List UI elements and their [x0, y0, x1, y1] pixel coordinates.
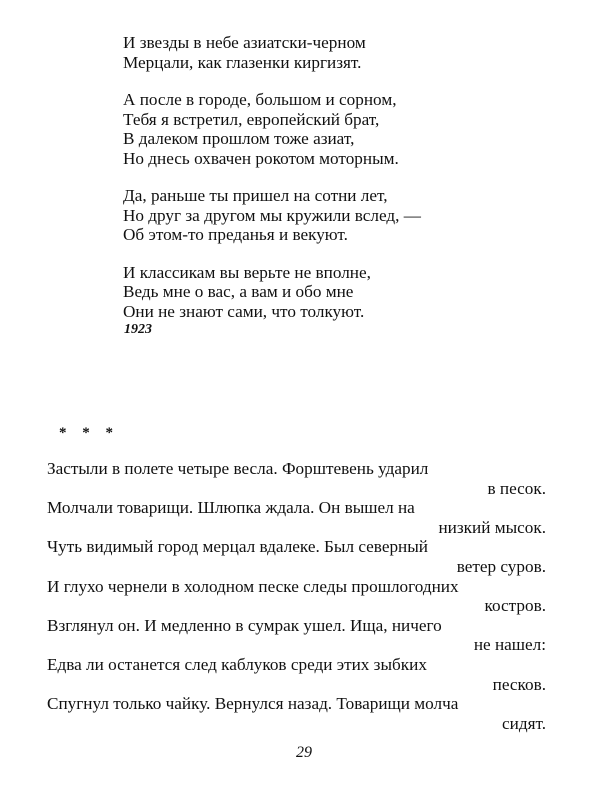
poem-new [47, 459, 559, 733]
poem-line: Взглянул он. И медленно в сумрак ушел. Ища, ничего [47, 615, 442, 635]
poem-line: Но днесь охвачен рокотом моторным. [123, 148, 399, 168]
poem-line: Но друг за другом мы кружили вслед, — [123, 205, 421, 225]
poem-line-continuation: ветер суров. [456, 556, 546, 576]
poem-line: Они не знают сами, что толкуют. [123, 301, 365, 321]
poem-line-continuation: костров. [484, 596, 546, 616]
poem-line-continuation: в песок. [487, 478, 546, 498]
poem-line: Спугнул только чайку. Вернулся назад. Товарищи молча [47, 694, 459, 714]
poem-line: Об этом-то преданья и векуют. [123, 225, 348, 244]
stanza [123, 263, 483, 322]
poem-line: Молчали товарищи. Шлюпка ждала. Он вышел на [47, 498, 415, 518]
poem-line: Мерцали, как глазенки киргизят. [123, 52, 362, 72]
poem-line: А после в городе, большом и сорном, [123, 90, 397, 109]
poem-line-continuation: не нашел: [473, 635, 546, 655]
poem-line: И звезды в небе азиатски-черном [123, 33, 366, 52]
poem-line: Ведь мне о вас, а вам и обо мне [123, 282, 354, 301]
poem-line-continuation: сидят. [502, 713, 546, 733]
poem-line-continuation: низкий мысок. [438, 517, 546, 537]
stanza [123, 90, 483, 168]
poem-continued [123, 33, 483, 339]
stanza [123, 186, 483, 245]
poem-line: И классикам вы верьте не вполне, [123, 262, 371, 282]
poem-line: Застыли в полете четыре весла. Форштевень ударил [47, 459, 429, 478]
poem-date: 1923 [124, 322, 152, 337]
page-number: 29 [296, 744, 312, 761]
poem-line: И глухо чернели в холодном песке следы прошлогодних [47, 576, 459, 596]
section-separator: * * * [59, 425, 119, 441]
poem-line: Тебя я встретил, европейский брат, [123, 109, 380, 129]
poem-line: Чуть видимый город мерцал вдалеке. Был северный [47, 537, 428, 557]
poem-line: Да, раньше ты пришел на сотни лет, [123, 186, 388, 205]
poem-line-continuation: песков. [492, 674, 546, 694]
poem-line: Едва ли останется след каблуков среди этих зыбких [47, 654, 427, 674]
poem-line: В далеком прошлом тоже азиат, [123, 129, 355, 148]
stanza [123, 33, 483, 72]
